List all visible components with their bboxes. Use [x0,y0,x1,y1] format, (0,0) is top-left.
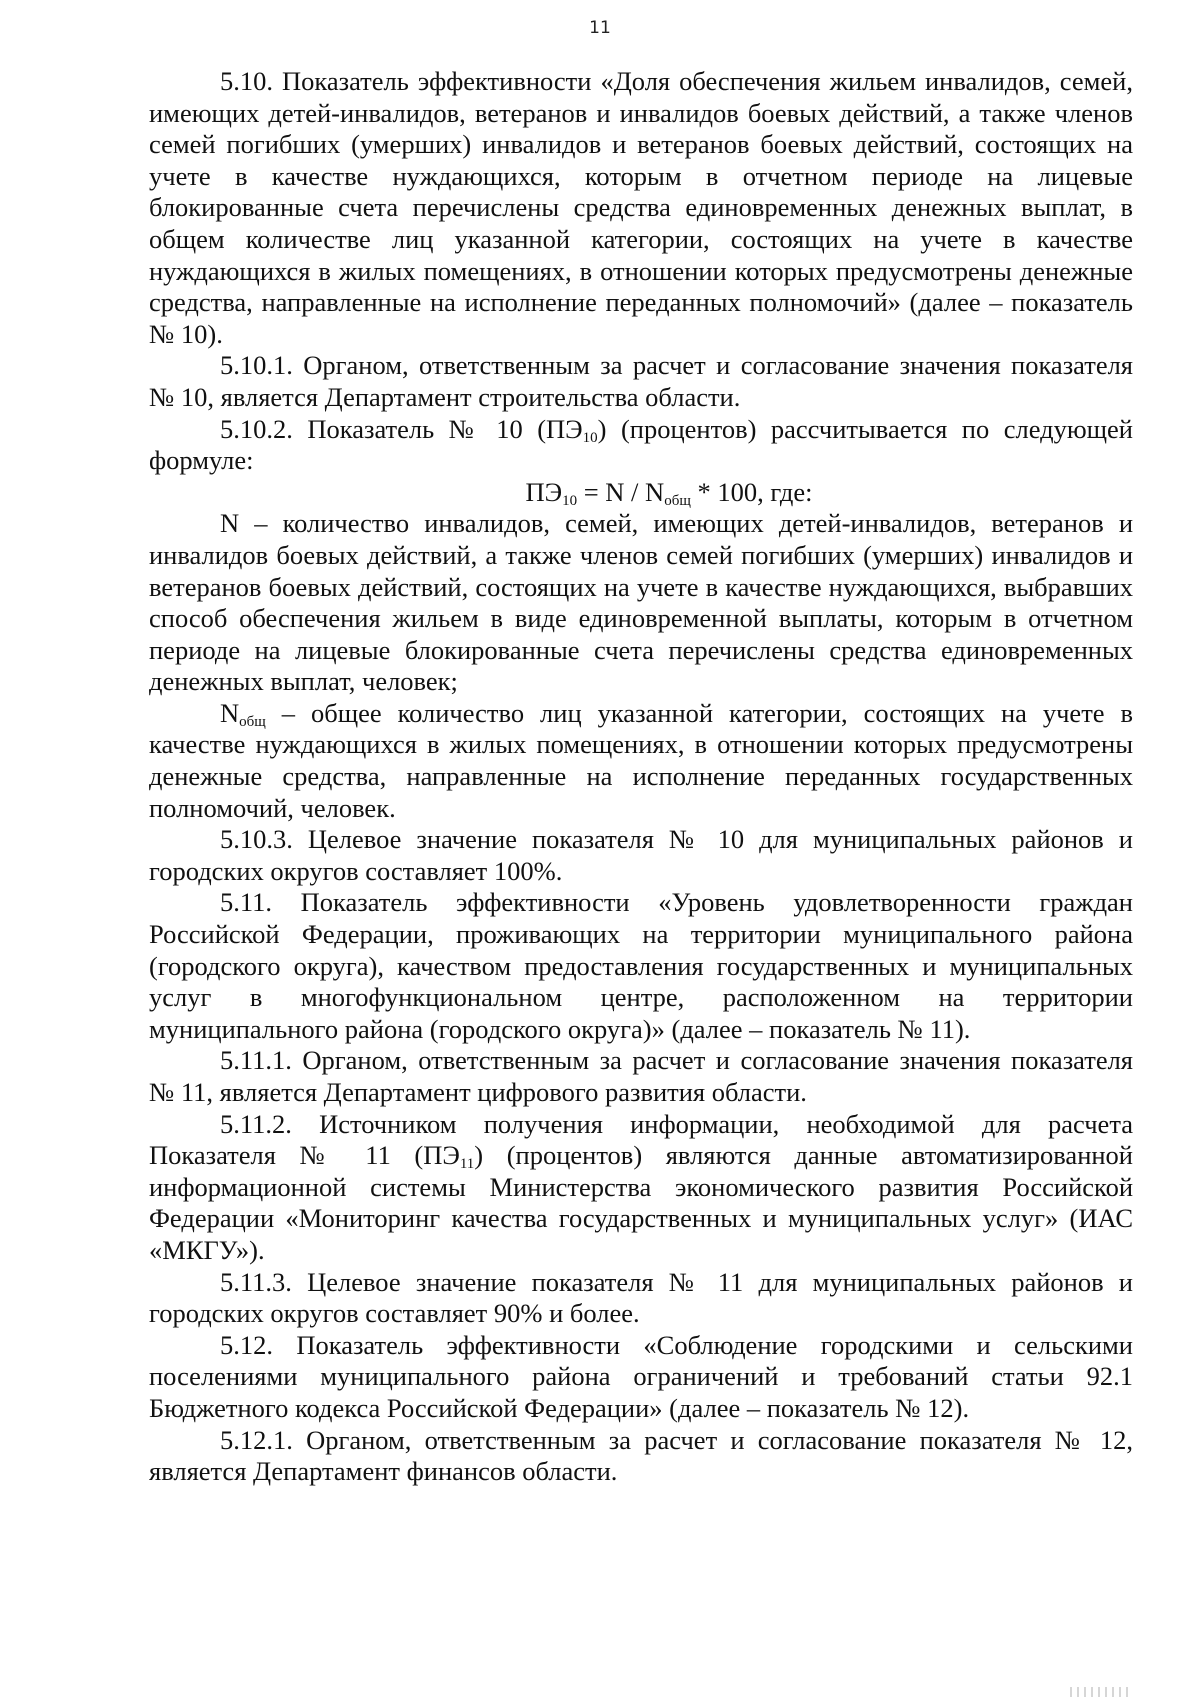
paragraph-5-10-3: 5.10.3. Целевое значение показателя № 10 для муниципальных районов и городских округов составляет 100%. [149,824,1133,886]
definition-n-obsch-text: – общее количество лиц указанной категории, состоящих на учете в качестве нуждающихся в жилых помещениях, в отношении которых предусмотрены денежные средства, направленные на исполнение переданных государственных полномочий, человек. [149,697,1133,823]
paragraph-5-12: 5.12. Показатель эффективности «Соблюдение городскими и сельскими поселениями муниципального района ограничений и требований статьи 92.1 Бюджетного кодекса Российской Федерации» (далее – показатель № 12). [149,1329,1133,1423]
formula-mid: = N / N [577,476,665,507]
definition-n-obsch-subscript: общ [239,713,266,730]
formula-lhs-subscript: 10 [562,492,578,509]
formula-rhs: * 100, где: [690,476,813,507]
formula-lhs: ПЭ [525,476,563,507]
paragraph-5-11-2-suffix: ) (процентов) являются данные автоматизированной информационной системы Министерства экономического развития Российской Федерации «Мониторинг качества государственных и муниципальных услуг» (ИАС «МКГУ»). [149,1140,1133,1265]
formula-pe10 [149,477,1133,509]
paragraph-5-11-2-prefix: 5.11.2. Источником получения информации, необходимой для расчета Показателя № 11 (ПЭ [149,1108,1133,1171]
scan-artifact [1070,1687,1130,1697]
paragraph-5-10: 5.10. Показатель эффективности «Доля обеспечения жильем инвалидов, семей, имеющих детей-инвалидов, ветеранов и инвалидов боевых действий, а также членов семей погибших (умерших) инвалидов и ветеранов боевых действий, состоящих на учете в качестве нуждающихся, которым в отчетном периоде на лицевые блокированные счета перечислены средства единовременных денежных выплат, в общем количестве лиц указанной категории, состоящих на учете в качестве нуждающихся в жилых помещениях, в отношении которых предусмотрены денежные средства, направленные на исполнение переданных полномочий» (далее – показатель № 10). [149,66,1133,349]
subscript-10: 10 [582,429,598,446]
definition-n-obsch [149,698,1133,824]
definition-n: N – количество инвалидов, семей, имеющих детей-инвалидов, ветеранов и инвалидов боевых действий, а также членов семей погибших (умерших) инвалидов и ветеранов боевых действий, состоящих на учете в качестве нуждающихся, выбравших способ обеспечения жильем в виде единовременной выплаты, которым в отчетном периоде на лицевые блокированные счета перечислены средства единовременных денежных выплат, человек; [149,508,1133,697]
paragraph-5-11-1: 5.11.1. Органом, ответственным за расчет и согласование значения показателя № 11, является Департамент цифрового развития области. [149,1045,1133,1107]
formula-mid-subscript: общ [664,492,691,509]
subscript-11: 11 [459,1155,475,1172]
paragraph-5-10-2-prefix: 5.10.2. Показатель № 10 (ПЭ [220,413,583,444]
paragraph-5-10-2-suffix: ) (процентов) рассчитывается по следующей формуле: [149,413,1133,476]
paragraph-5-11-3: 5.11.3. Целевое значение показателя № 11 для муниципальных районов и городских округов составляет 90% и более. [149,1266,1133,1329]
definition-n-obsch-symbol: N [220,697,240,728]
paragraph-5-10-2 [149,414,1133,477]
paragraph-5-11-2 [149,1109,1133,1267]
page-number: 11 [589,18,611,38]
document-body [149,66,1133,1488]
paragraph-5-10-1: 5.10.1. Органом, ответственным за расчет и согласование значения показателя № 10, является Департамент строительства области. [149,350,1133,412]
paragraph-5-12-1: 5.12.1. Органом, ответственным за расчет и согласование показателя № 12, является Департамент финансов области. [149,1424,1133,1487]
paragraph-5-11: 5.11. Показатель эффективности «Уровень удовлетворенности граждан Российской Федерации, проживающих на территории муниципального района (городского округа), качеством предоставления государственных и муниципальных услуг в многофункциональном центре, расположенном на территории муниципального района (городского округа)» (далее – показатель № 11). [149,887,1133,1044]
